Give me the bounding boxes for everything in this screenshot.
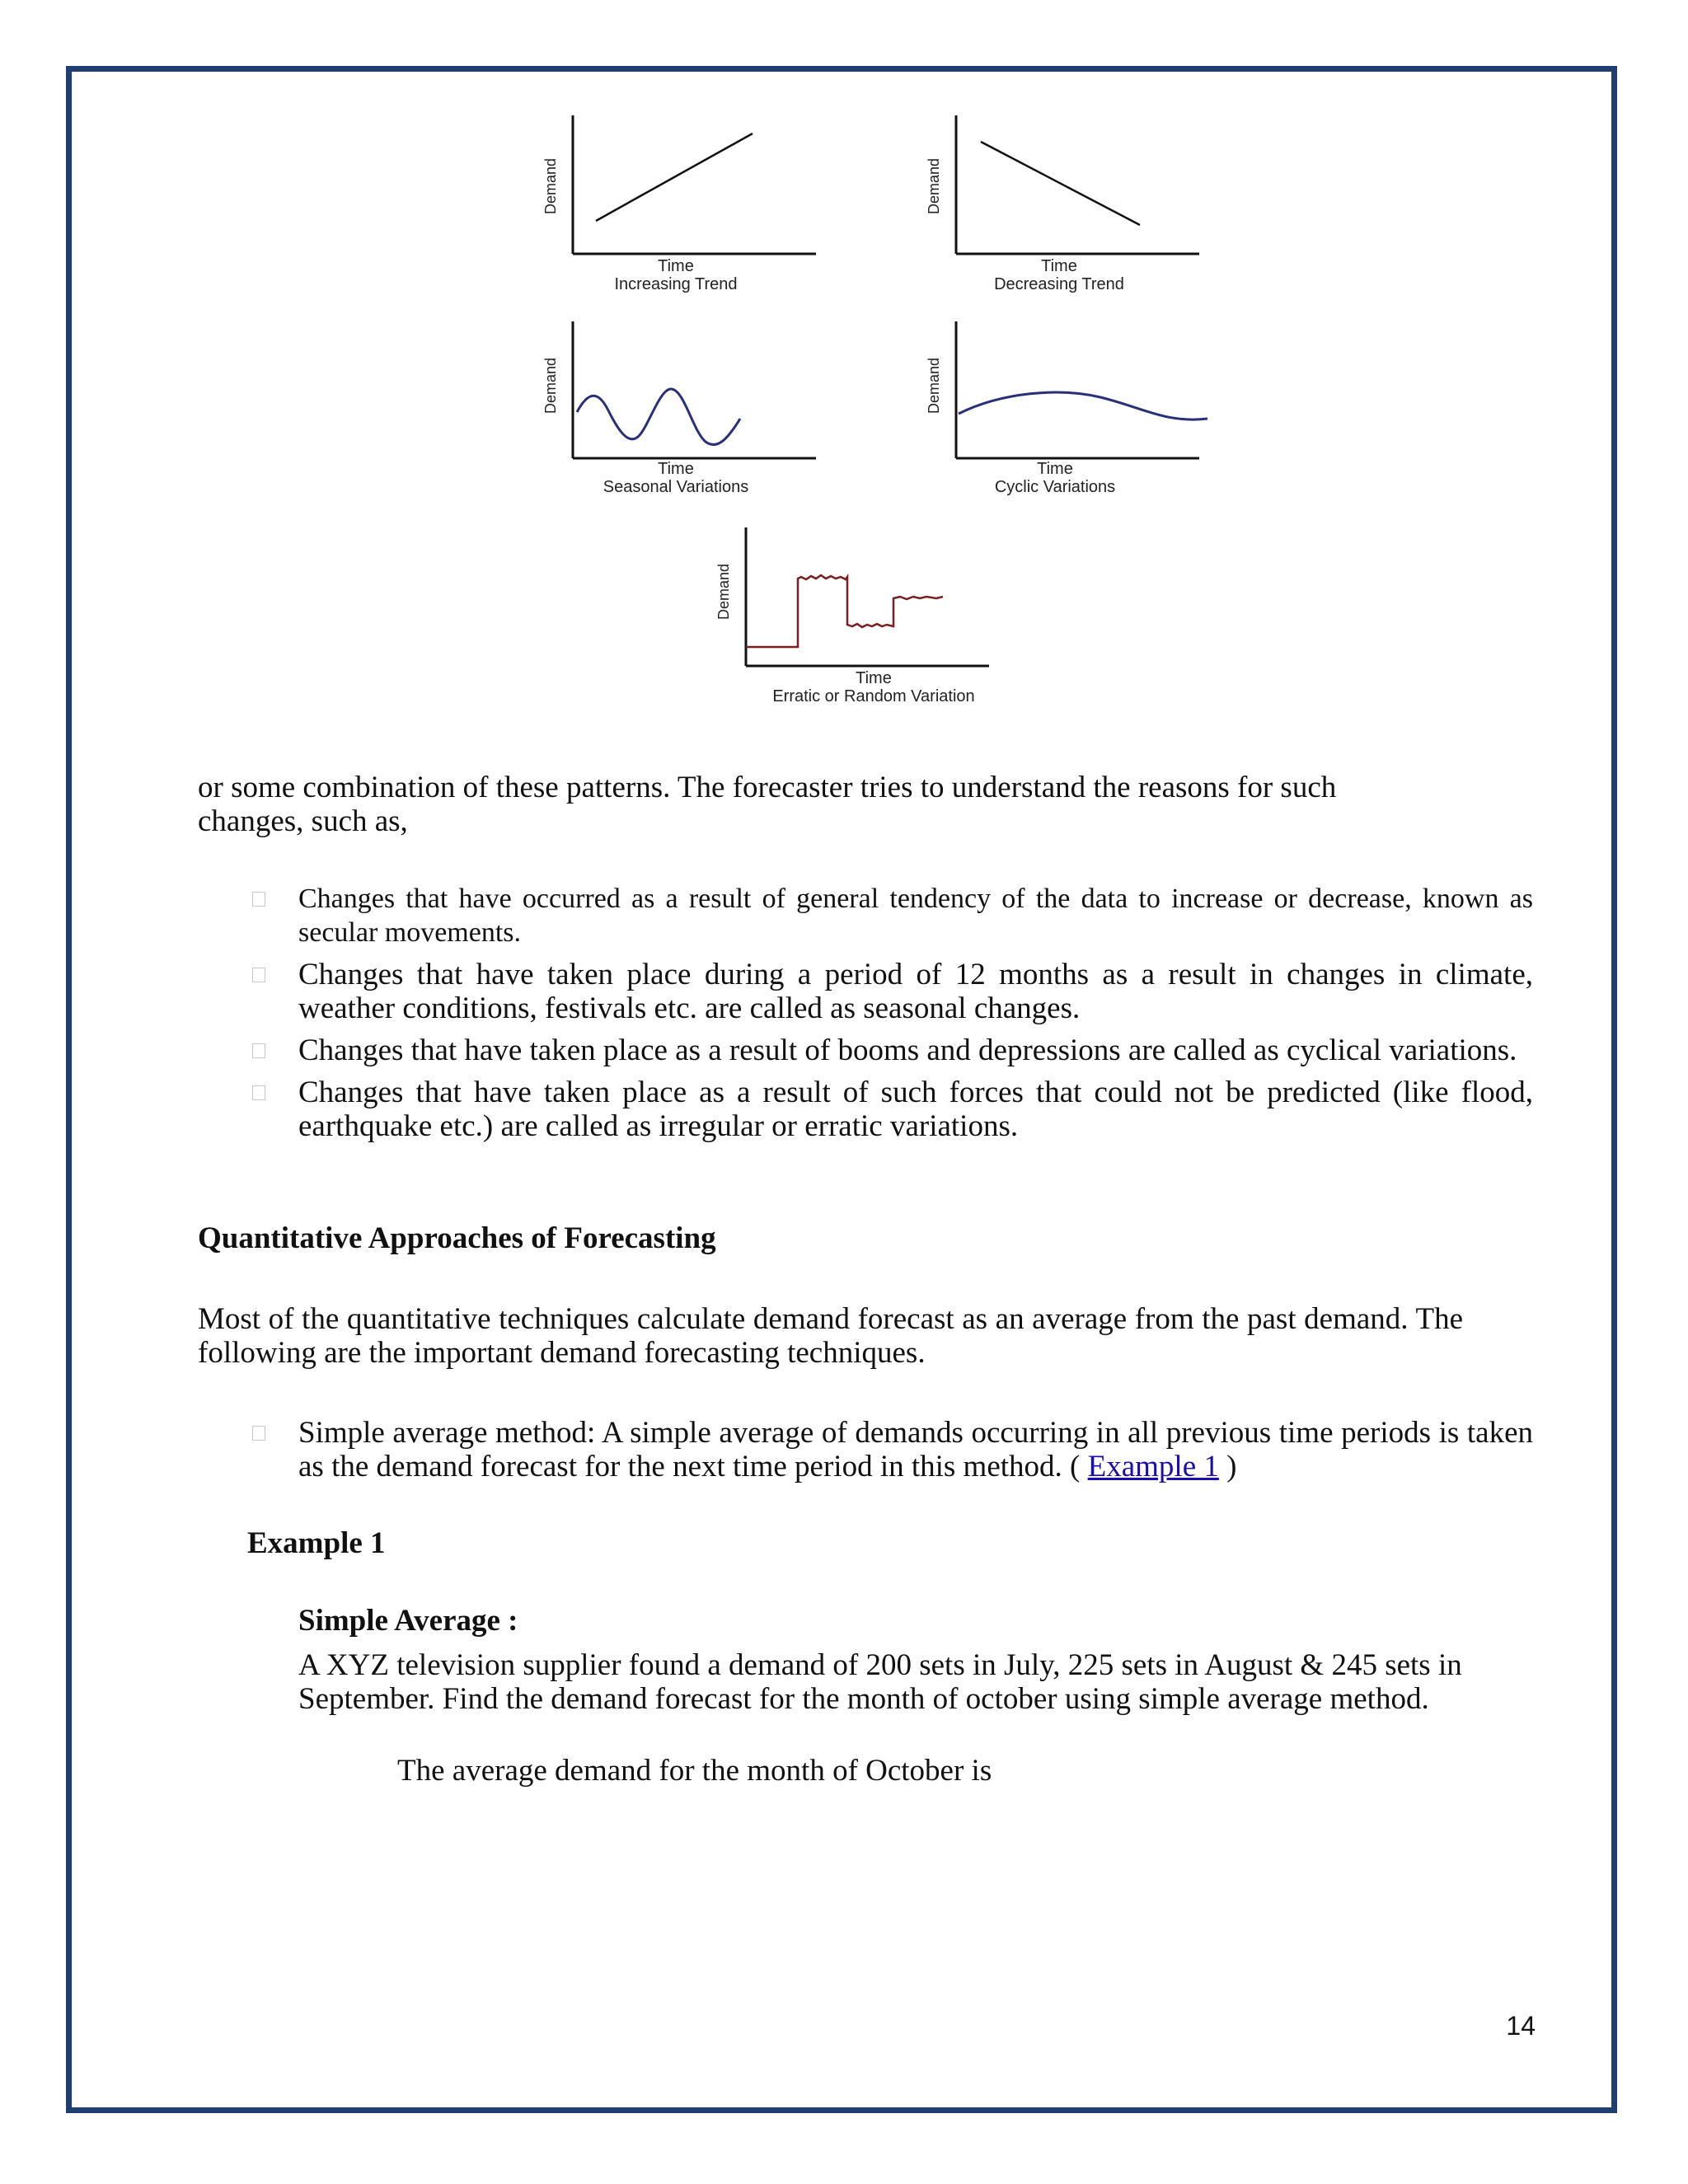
intro-paragraph: or some combination of these patterns. The forecaster tries to understand the reasons for such changes, such as, — [198, 771, 1337, 838]
page-number: 14 — [1506, 2011, 1536, 2041]
example-result-line: The average demand for the month of October is — [397, 1754, 992, 1788]
list-item: Changes that have taken place during a period of 12 months as a result in changes in climate, weather conditions, festivals etc. are called as seasonal changes. — [247, 958, 1533, 1025]
figure-decreasing-trend — [919, 115, 1199, 301]
trend-line — [981, 142, 1140, 225]
x-axis-label: Time — [658, 257, 694, 275]
x-axis-label: Time — [658, 460, 694, 478]
figure-seasonal-variations — [536, 321, 816, 507]
cyclic-curve — [959, 392, 1207, 419]
example-title: Example 1 — [247, 1526, 386, 1560]
y-axis-label: Demand — [715, 563, 732, 620]
figure-caption: Increasing Trend — [614, 275, 738, 293]
cyclic-variations-chart — [919, 321, 1216, 462]
figure-increasing-trend — [536, 115, 816, 301]
bullet-icon — [252, 892, 265, 907]
figure-caption: Erratic or Random Variation — [772, 687, 975, 705]
figure-caption: Seasonal Variations — [603, 478, 749, 496]
list-item: Changes that have occurred as a result of general tendency of the data to increase or decrease, known as secular movements. — [247, 882, 1533, 949]
list-item: Changes that have taken place as a result of booms and depressions are called as cyclical variations. — [247, 1033, 1533, 1067]
x-axis-label: Time — [856, 669, 892, 687]
figure-caption: Decreasing Trend — [994, 275, 1124, 293]
figure-erratic-variation — [709, 527, 989, 713]
increasing-trend-chart — [536, 115, 816, 260]
erratic-line — [746, 575, 943, 647]
section-paragraph: Most of the quantitative techniques calculate demand forecast as an average from the past demand. The following are the important demand forecasting techniques. — [198, 1302, 1463, 1370]
x-axis-label: Time — [1037, 460, 1073, 478]
list-item: Simple average method: A simple average of demands occurring in all previous time periods is taken as the demand forecast for the next time period in this method. ( Example 1 ) — [247, 1416, 1533, 1483]
bullet-icon — [252, 1043, 265, 1058]
x-axis-label: Time — [1041, 257, 1077, 275]
technique-list — [247, 1416, 1533, 1492]
seasonal-variations-chart — [536, 321, 816, 462]
y-axis-label: Demand — [926, 157, 942, 214]
seasonal-curve — [577, 389, 740, 445]
y-axis-label: Demand — [542, 157, 559, 214]
section-heading: Quantitative Approaches of Forecasting — [198, 1221, 716, 1255]
change-types-list — [247, 882, 1533, 1151]
erratic-variation-chart — [709, 527, 989, 669]
figure-caption: Cyclic Variations — [994, 478, 1116, 496]
bullet-icon — [252, 1426, 265, 1441]
list-item: Changes that have taken place as a result of such forces that could not be predicted (like flood, earthquake etc.) are called as irregular or erratic variations. — [247, 1076, 1533, 1143]
example-1-link[interactable]: Example 1 — [1087, 1450, 1219, 1483]
example-subtitle: Simple Average : — [298, 1604, 518, 1638]
y-axis-label: Demand — [542, 357, 559, 414]
decreasing-trend-chart — [919, 115, 1199, 260]
y-axis-label: Demand — [926, 357, 942, 414]
bullet-icon — [252, 968, 265, 982]
trend-line — [596, 134, 753, 221]
example-body: A XYZ television supplier found a demand of 200 sets in July, 225 sets in August & 245 sets in September. Find the demand forecast for the month of october using simple average method. — [298, 1648, 1462, 1716]
figure-cyclic-variations — [919, 321, 1216, 507]
bullet-icon — [252, 1085, 265, 1100]
